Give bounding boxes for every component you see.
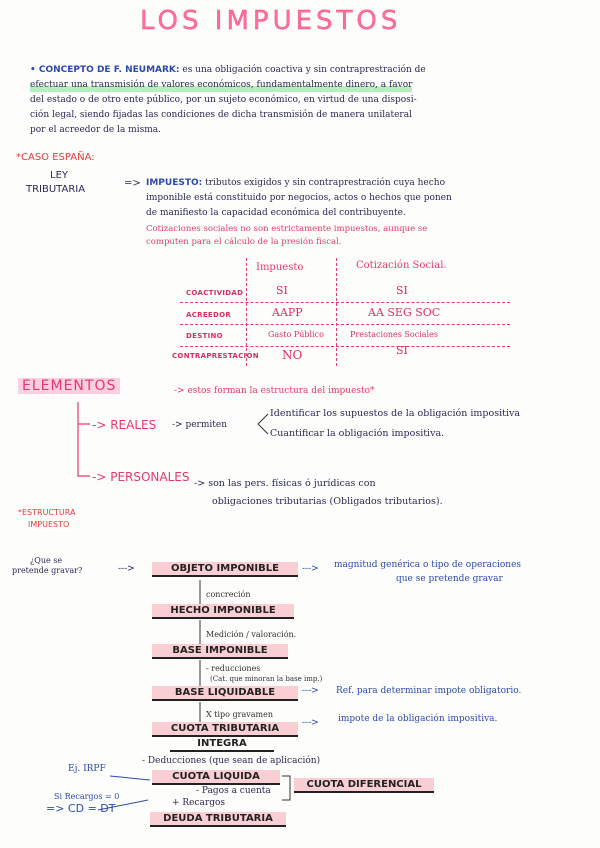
deducciones-label: - Deducciones (que sean de aplicación): [142, 756, 321, 766]
table-divider: [180, 302, 510, 303]
objeto-note-2: que se pretende gravar: [396, 574, 503, 584]
question-arrow: --->: [118, 564, 135, 574]
step-hecho-imponible: HECHO IMPONIBLE: [152, 604, 294, 619]
tipo-label: X tipo gravamen: [206, 710, 273, 719]
step-cuota-liquida: CUOTA LIQUIDA: [152, 770, 280, 785]
reducciones-label-2: (Cat. que minoran la base imp.): [210, 675, 323, 683]
step-cuota-tributaria: CUOTA TRIBUTARIA: [152, 722, 298, 737]
cell-cotizacion-acreedor: AA SEG SOC: [368, 306, 441, 319]
concepto-line-2: efectuar una transmisión de valores económicos, fundamentalmente dinero, a favor: [30, 80, 413, 90]
row-label-acreedor: ACREEDOR: [186, 311, 232, 319]
step-base-imponible: BASE IMPONIBLE: [152, 644, 288, 659]
cotizaciones-note-1: Cotizaciones sociales no son estrictamente impuestos, aunque se: [146, 224, 428, 234]
step-integra: INTEGRA: [170, 737, 274, 752]
cell-cotizacion-contraprestacion: SI: [396, 344, 408, 357]
ley-arrow: =>: [124, 178, 141, 189]
step-deuda-tributaria: DEUDA TRIBUTARIA: [150, 812, 286, 827]
impuesto-text-1: tributos exigidos y sin contraprestración cuya hecho: [205, 178, 446, 188]
reducciones-label-1: - reducciones: [206, 664, 261, 673]
table-divider: [246, 258, 247, 366]
elementos-heading: ELEMENTOS: [18, 378, 120, 394]
impuesto-label: IMPUESTO:: [146, 178, 203, 188]
objeto-note-1: magnitud genérica o tipo de operaciones: [334, 560, 522, 570]
reales-item-1: Identificar los supuestos de la obligación impositiva: [270, 408, 521, 419]
table-divider: [180, 346, 510, 347]
pagos-label: - Pagos a cuenta: [196, 786, 271, 796]
cuota-note: impote de la obligación impositiva.: [338, 714, 498, 724]
cuota-diferencial-box: CUOTA DIFERENCIAL: [294, 778, 434, 793]
concepto-line-1: [30, 64, 426, 77]
step-objeto-imponible: OBJETO IMPONIBLE: [152, 562, 298, 577]
concrecion-label: concreción: [206, 590, 251, 599]
row-label-coactividad: COACTIVIDAD: [186, 289, 244, 297]
row-label-destino: DESTINO: [186, 332, 223, 340]
personales-desc-2: obligaciones tributarias (Obligados tributarios).: [212, 496, 443, 507]
estructura-label-1: *ESTRUCTURA: [18, 508, 76, 517]
table-divider: [180, 324, 510, 325]
personales-desc-1: -> son las pers. físicas ó jurídicas con: [194, 478, 376, 489]
reales-item-2: Cuantificar la obligación impositiva.: [270, 428, 445, 439]
cell-impuesto-contraprestacion: NO: [282, 348, 303, 362]
permiten-label: -> permiten: [172, 420, 227, 430]
reales-text: REALES: [110, 418, 157, 432]
objeto-arrow: --->: [302, 564, 319, 574]
elementos-note: -> estos forman la estructura del impuesto*: [174, 386, 375, 396]
estructura-label-2: IMPUESTO: [28, 520, 70, 529]
base-liq-arrow: --->: [302, 686, 319, 696]
tributaria-label: TRIBUTARIA: [26, 184, 86, 195]
cell-impuesto-destino: Gasto Público: [268, 330, 324, 339]
concepto-line-5: por el acreedor de la misma.: [30, 125, 161, 135]
table-header-cotizacion: Cotización Social.: [356, 260, 447, 271]
cell-cotizacion-coactividad: SI: [396, 284, 408, 297]
impuesto-line-2: imponible está constituido por negocios, actos o hechos que ponen: [146, 193, 452, 203]
cotizaciones-note-2: computen para el cálculo de la presión fiscal.: [146, 237, 342, 247]
question-line-2: pretende gravar?: [12, 566, 83, 575]
row-label-contraprestacion: CONTRAPRESTACIÓN: [172, 352, 259, 360]
personales-text: PERSONALES: [110, 470, 190, 484]
ley-label: LEY: [50, 170, 68, 181]
personales-text-1: son las pers. físicas ó jurídicas con: [208, 478, 376, 489]
caso-espana-label: *CASO ESPAÑA:: [16, 152, 95, 163]
table-divider: [336, 258, 337, 366]
concepto-line-4: ción legal, siendo fijadas las condiciones de dicha transmisión de manera unilateral: [30, 110, 412, 120]
medicion-label: Medición / valoración.: [206, 630, 297, 639]
cuota-arrow: --->: [302, 718, 319, 728]
table-header-impuesto: Impuesto: [256, 262, 304, 273]
concepto-text-1: es una obligación coactiva y sin contraprestración de: [182, 65, 426, 75]
question-line-1: ¿Que se: [30, 556, 63, 565]
recargos-label: + Recargos: [172, 798, 226, 808]
step-base-liquidable: BASE LIQUIDABLE: [152, 686, 298, 701]
personales-label: -> PERSONALES: [92, 470, 190, 484]
cell-impuesto-acreedor: AAPP: [272, 306, 303, 319]
impuesto-line-3: de manifiesto la capacidad económica del contribuyente.: [146, 208, 406, 218]
concepto-label: • CONCEPTO DE F. NEUMARK:: [30, 65, 180, 75]
concepto-line-3: del estado o de otro ente público, por un sujeto económico, en virtud de una disposi-: [30, 95, 417, 105]
ej-irpf-label: Ej. IRPF: [68, 764, 106, 774]
cd-dt-label: => CD = DT: [46, 802, 116, 815]
cell-impuesto-coactividad: SI: [276, 284, 288, 297]
si-recargos-label: Si Recargos = 0: [54, 792, 120, 801]
elementos-note-text: estos forman la estructura del impuesto*: [187, 386, 375, 396]
impuesto-line-1: [146, 177, 445, 190]
base-liq-note: Ref. para determinar impote obligatorio.: [336, 686, 522, 696]
page-title: LOS IMPUESTOS: [140, 6, 402, 36]
reales-label: -> REALES: [92, 418, 157, 432]
cell-cotizacion-destino: Prestaciones Sociales: [350, 330, 438, 339]
